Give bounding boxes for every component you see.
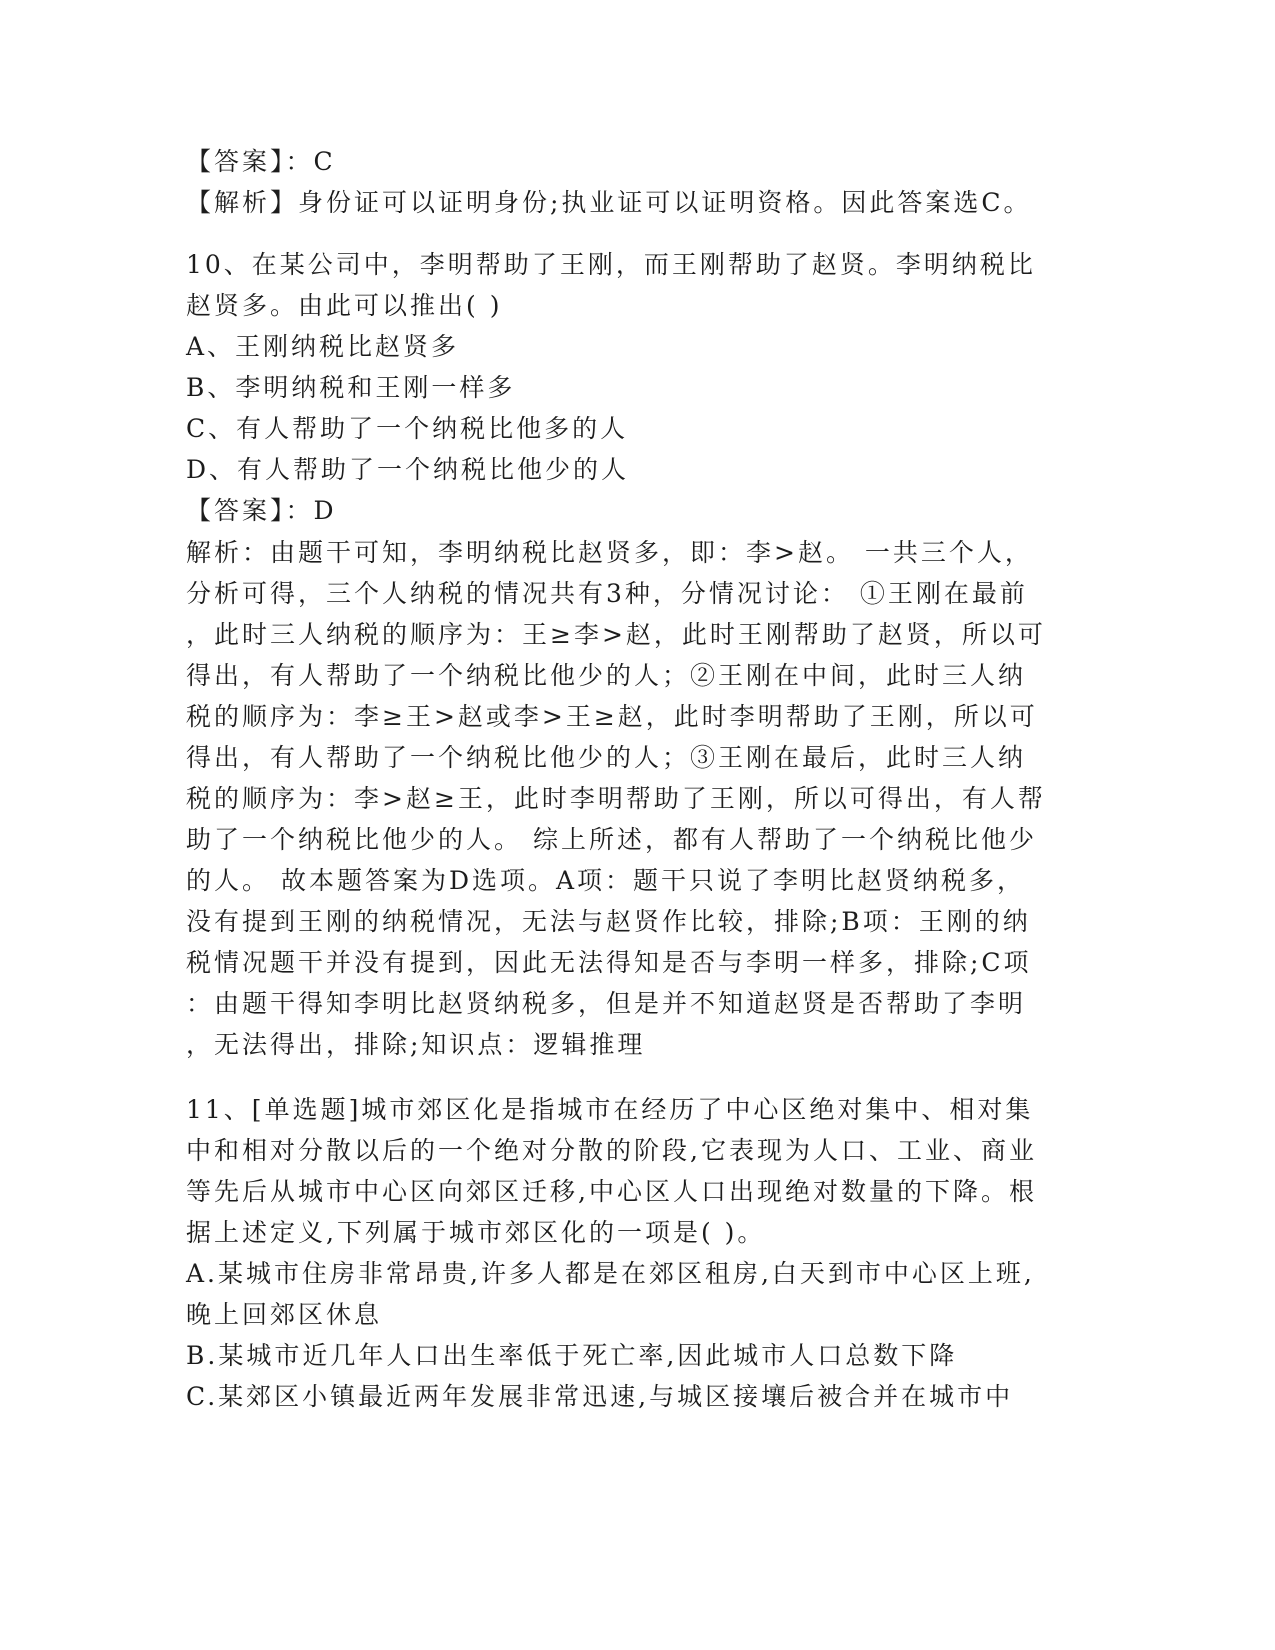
q11-option-a-line-2: 晚上回郊区休息 [186, 1300, 383, 1329]
q10-analysis-line-13: ，无法得出，排除;知识点：逻辑推理 [186, 1030, 646, 1059]
q10-analysis-line-2: 分析可得，三个人纳税的情况共有3种，分情况讨论： ①王刚在最前 [186, 579, 1028, 608]
q10-analysis-line-7: 税的顺序为：李>赵≥王，此时李明帮助了王刚，所以可得出，有人帮 [186, 784, 1046, 813]
q10-analysis-line-5: 税的顺序为：李≥王>赵或李>王≥赵，此时李明帮助了王刚，所以可 [186, 702, 1038, 731]
q10-analysis-line-10: 没有提到王刚的纳税情况，无法与赵贤作比较，排除;B项：王刚的纳 [186, 907, 1031, 936]
q10-option-a: A、王刚纳税比赵贤多 [186, 332, 460, 361]
q10-analysis-line-11: 税情况题干并没有提到，因此无法得知是否与李明一样多，排除;C项 [186, 948, 1032, 977]
q10-analysis-line-12: ：由题干得知李明比赵贤纳税多，但是并不知道赵贤是否帮助了李明 [186, 989, 1027, 1018]
q11-stem-line-4: 据上述定义,下列属于城市郊区化的一项是( )。 [186, 1218, 766, 1247]
q9-answer: 【答案】：C [186, 147, 336, 176]
q11-option-a-line-1: A.某城市住房非常昂贵,许多人都是在郊区租房,白天到市中心区上班, [186, 1259, 1035, 1288]
q10-answer: 【答案】：D [186, 496, 337, 525]
q11-option-b: B.某城市近几年人口出生率低于死亡率,因此城市人口总数下降 [186, 1341, 958, 1370]
q10-analysis-line-8: 助了一个纳税比他少的人。 综上所述，都有人帮助了一个纳税比他少 [186, 825, 1037, 854]
q10-analysis-line-9: 的人。 故本题答案为D选项。A项：题干只说了李明比赵贤纳税多， [186, 866, 1026, 895]
q11-option-c: C.某郊区小镇最近两年发展非常迅速,与城区接壤后被合并在城市中 [186, 1382, 1014, 1411]
q10-analysis-line-6: 得出，有人帮助了一个纳税比他少的人；③王刚在最后，此时三人纳 [186, 743, 1027, 772]
q10-option-d: D、有人帮助了一个纳税比他少的人 [186, 455, 630, 484]
q10-analysis-line-1: 解析：由题干可知，李明纳税比赵贤多，即：李>赵。 一共三个人， [186, 538, 1033, 567]
q10-option-b: B、李明纳税和王刚一样多 [186, 373, 516, 402]
q10-option-c: C、有人帮助了一个纳税比他多的人 [186, 414, 629, 443]
q11-stem-line-1: 11、[单选题]城市郊区化是指城市在经历了中心区绝对集中、相对集 [186, 1095, 1034, 1124]
q11-stem-line-2: 中和相对分散以后的一个绝对分散的阶段,它表现为人口、工业、商业 [186, 1136, 1037, 1165]
q10-stem-line-1: 10、在某公司中，李明帮助了王刚，而王刚帮助了赵贤。李明纳税比 [186, 250, 1036, 279]
q11-stem-line-3: 等先后从城市中心区向郊区迁移,中心区人口出现绝对数量的下降。根 [186, 1177, 1037, 1206]
q10-analysis-line-4: 得出，有人帮助了一个纳税比他少的人；②王刚在中间，此时三人纳 [186, 661, 1027, 690]
q9-analysis: 【解析】身份证可以证明身份;执业证可以证明资格。因此答案选C。 [186, 188, 1032, 217]
q10-stem-line-2: 赵贤多。由此可以推出( ) [186, 291, 503, 320]
q10-analysis-line-3: ，此时三人纳税的顺序为：王≥李>赵，此时王刚帮助了赵贤，所以可 [186, 620, 1046, 649]
